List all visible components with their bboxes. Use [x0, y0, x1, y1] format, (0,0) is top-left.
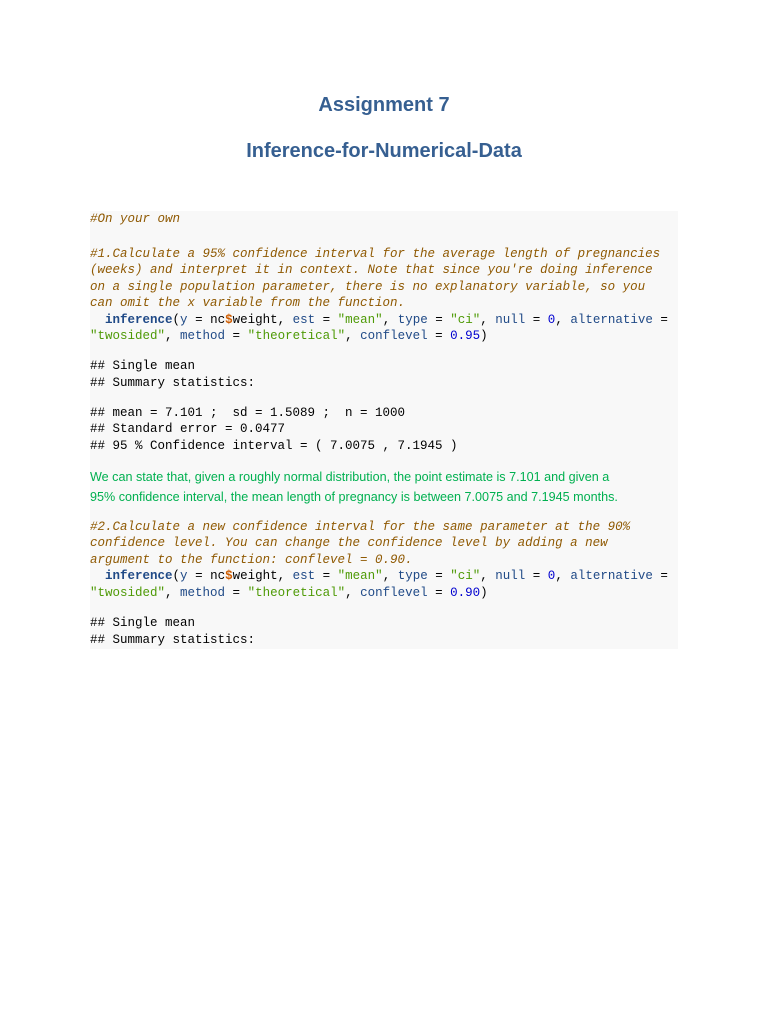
code-field: weight [232, 569, 278, 583]
code-string: "theoretical" [247, 329, 346, 343]
code-eq: = [525, 313, 548, 327]
q1-code-line-2: "twosided", method = "theoretical", conflevel = 0.95) [90, 329, 488, 343]
q1-prompt-line: can omit the x variable from the function. [90, 296, 406, 310]
code-eq: = [525, 569, 548, 583]
code-eq: = [427, 569, 451, 583]
code-eq: = [427, 329, 451, 343]
code-arg: alternative [570, 313, 653, 327]
code-arg: null [495, 569, 526, 583]
function-name: inference [105, 569, 173, 583]
code-eq: = [427, 313, 451, 327]
section-comment: #On your own [90, 212, 181, 226]
code-arg: conflevel [360, 586, 428, 600]
code-string: "ci" [450, 569, 481, 583]
q2-prompt-line: argument to the function: conflevel = 0.90. [90, 553, 413, 567]
q2-prompt-line: confidence level. You can change the confidence level by adding a new [90, 536, 608, 550]
code-arg: method [180, 586, 226, 600]
q2-output-line: ## Summary statistics: [90, 633, 256, 647]
code-arg: est [292, 313, 316, 327]
q1-prompt-line: (weeks) and interpret it in context. Note that since you're doing inference [90, 263, 653, 277]
q2-output-line: ## Single mean [90, 616, 196, 630]
code-string: "mean" [337, 569, 383, 583]
q1-prompt-line: #1.Calculate a 95% confidence interval for the average length of pregnancies [90, 247, 661, 261]
code-eq: = [315, 569, 338, 583]
document-title: Assignment 7 [318, 94, 450, 116]
code-string: "ci" [450, 313, 481, 327]
code-string: "twosided" [90, 329, 166, 343]
code-arg: alternative [570, 569, 653, 583]
code-arg: y [180, 313, 188, 327]
code-eq: = [315, 313, 338, 327]
code-eq: = [225, 586, 248, 600]
code-eq: = [187, 569, 211, 583]
code-string: "mean" [337, 313, 383, 327]
code-field: weight [232, 313, 278, 327]
q1-output-line: ## Summary statistics: [90, 376, 256, 390]
code-dollar: $ [225, 313, 233, 327]
q1-output-line: ## Standard error = 0.0477 [90, 422, 286, 436]
code-arg: y [180, 569, 188, 583]
function-name: inference [105, 313, 173, 327]
q1-interpretation-line: 95% confidence interval, the mean length of pregnancy is between 7.0075 and 7.1945 months. [90, 490, 618, 504]
code-object: nc [210, 569, 226, 583]
code-string: "twosided" [90, 586, 166, 600]
q1-output-line: ## 95 % Confidence interval = ( 7.0075 , 7.1945 ) [90, 439, 458, 453]
code-eq: = [187, 313, 211, 327]
code-number: 0 [547, 569, 556, 583]
code-number: 0 [547, 313, 556, 327]
code-arg: type [397, 313, 428, 327]
code-dollar: $ [225, 569, 233, 583]
code-number: 0.95 [450, 329, 481, 343]
q2-code-line-2: "twosided", method = "theoretical", conflevel = 0.90) [90, 586, 488, 600]
code-number: 0.90 [450, 586, 481, 600]
q2-prompt-line: #2.Calculate a new confidence interval for the same parameter at the 90% [90, 520, 631, 534]
q1-output-line: ## Single mean [90, 359, 196, 373]
q1-code-line-1: inference(y = nc$weight, est = "mean", type = "ci", null = 0, alternative = [105, 313, 668, 327]
code-eq: = [427, 586, 451, 600]
q1-prompt-line: on a single population parameter, there is no explanatory variable, so you [90, 280, 646, 294]
code-eq: = [225, 329, 248, 343]
q1-output-line: ## mean = 7.101 ; sd = 1.5089 ; n = 1000 [90, 406, 406, 420]
code-arg: type [397, 569, 428, 583]
code-object: nc [210, 313, 226, 327]
code-arg: conflevel [360, 329, 428, 343]
code-string: "theoretical" [247, 586, 346, 600]
code-arg: est [292, 569, 316, 583]
document-subtitle: Inference-for-Numerical-Data [246, 140, 522, 162]
code-arg: method [180, 329, 226, 343]
q1-interpretation-line: We can state that, given a roughly normal distribution, the point estimate is 7.101 and given a [90, 470, 610, 484]
q2-code-line-1: inference(y = nc$weight, est = "mean", type = "ci", null = 0, alternative = [105, 569, 668, 583]
code-arg: null [495, 313, 526, 327]
